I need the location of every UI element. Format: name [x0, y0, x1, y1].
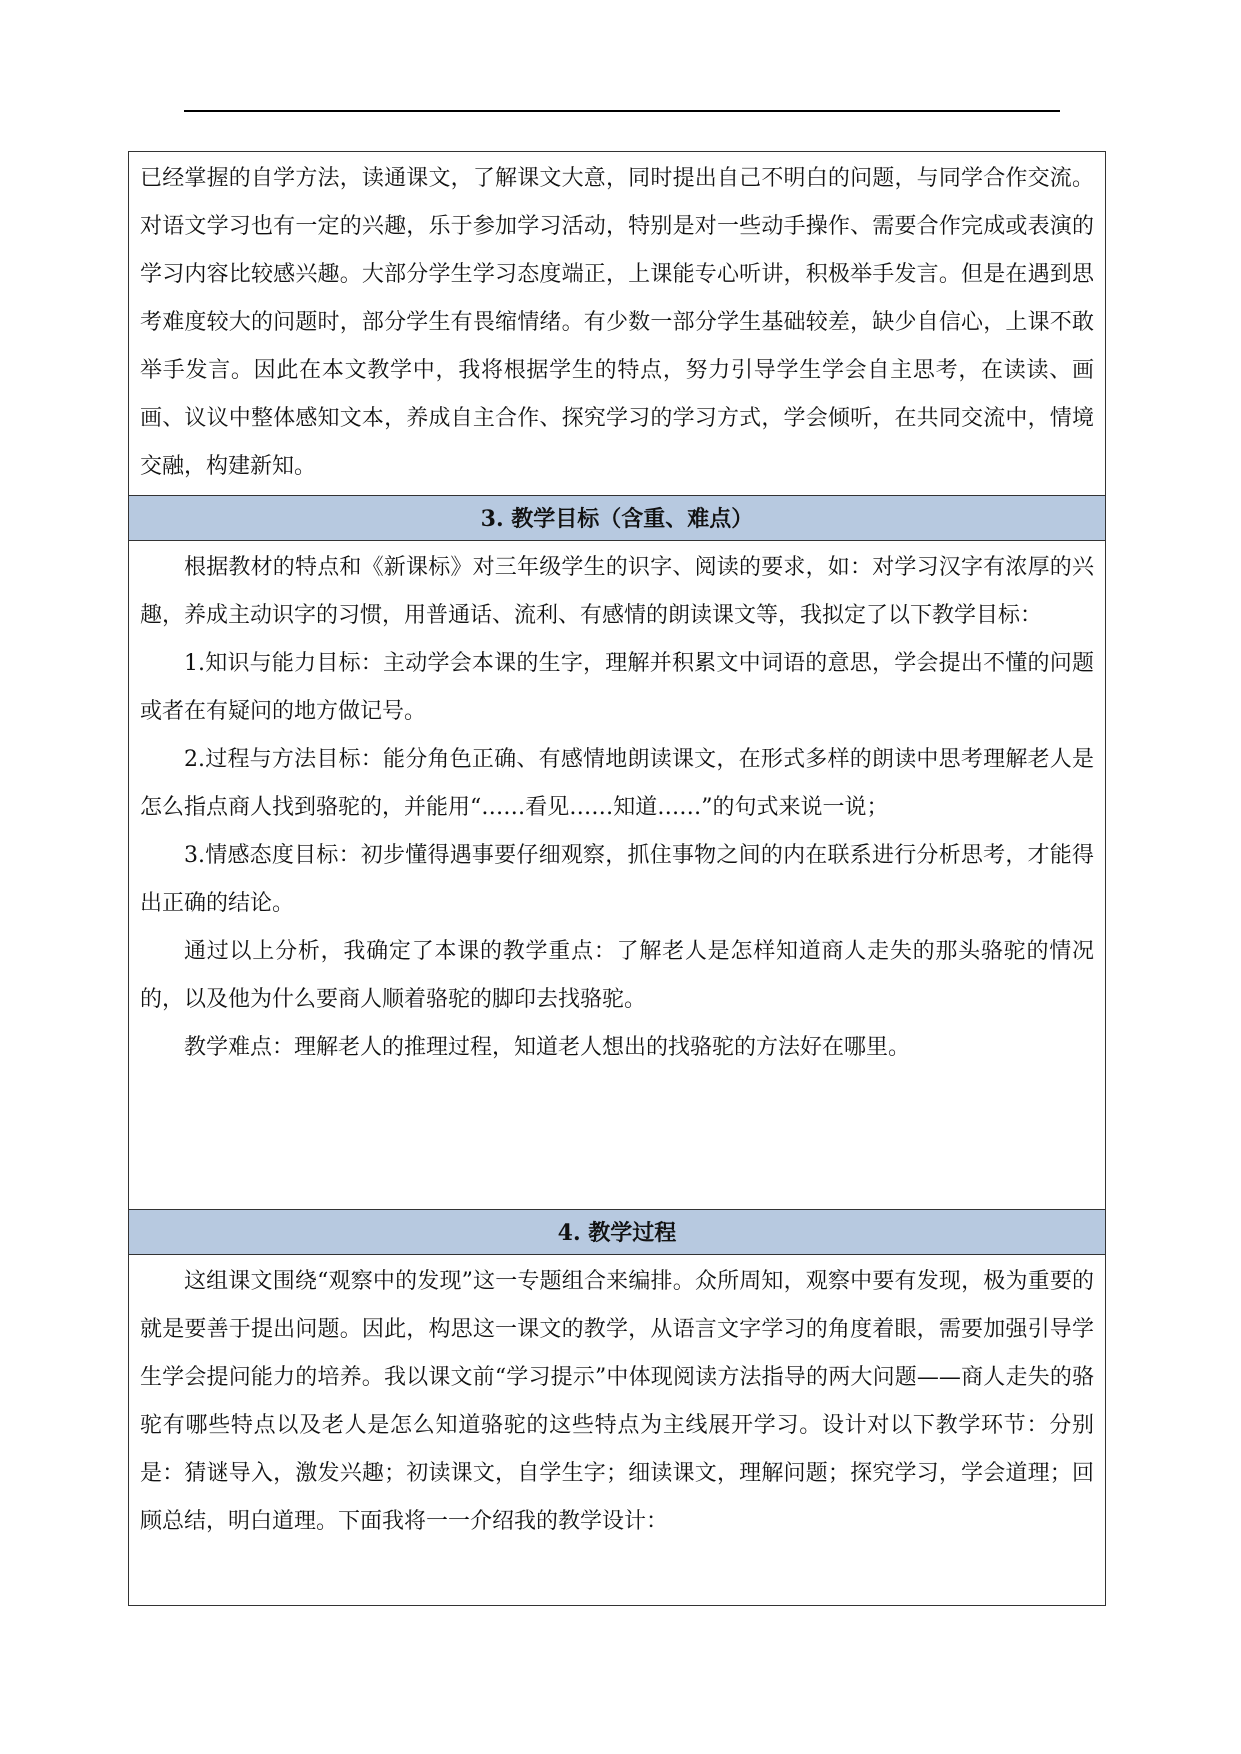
analysis-paragraph: 已经掌握的自学方法，读通课文，了解课文大意，同时提出自己不明白的问题，与同学合作交流。对语文学习也有一定的兴趣，乐于参加学习活动，特别是对一些动手操作、需要合作完成或表演的学习内容比较感兴趣。大部分学生学习态度端正，上课能专心听讲，积极举手发言。但是在遇到思考难度较大的问题时，部分学生有畏缩情绪。有少数一部分学生基础较差，缺少自信心，上课不敢举手发言。因此在本文教学中，我将根据学生的特点，努力引导学生学会自主思考，在读读、画画、议议中整体感知文本，养成自主合作、探究学习的学习方式，学会倾听，在共同交流中，情境交融，构建新知。 [140, 166, 1094, 479]
objective-knowledge-paragraph: 1.知识与能力目标：主动学会本课的生字，理解并积累文中词语的意思，学会提出不懂的问题或者在有疑问的地方做记号。 [140, 651, 1094, 724]
teaching-focus-paragraph: 通过以上分析，我确定了本课的教学重点：了解老人是怎样知道商人走失的那头骆驼的情况的，以及他为什么要商人顺着骆驼的脚印去找骆驼。 [140, 939, 1094, 1012]
teaching-difficulty-paragraph: 教学难点：理解老人的推理过程，知道老人想出的找骆驼的方法好在哪里。 [184, 1035, 911, 1060]
objective-emotion-paragraph: 3.情感态度目标：初步懂得遇事要仔细观察，抓住事物之间的内在联系进行分析思考，才能得出正确的结论。 [140, 843, 1094, 916]
lesson-plan-table [128, 151, 1106, 1606]
student-analysis-cell [129, 152, 1105, 495]
objectives-intro-paragraph: 根据教材的特点和《新课标》对三年级学生的识字、阅读的要求，如：对学习汉字有浓厚的兴趣，养成主动识字的习惯，用普通话、流利、有感情的朗读课文等，我拟定了以下教学目标： [140, 555, 1094, 628]
objective-process-paragraph: 2.过程与方法目标：能分角色正确、有感情地朗读课文，在形式多样的朗读中思考理解老人是怎么指点商人找到骆驼的，并能用“……看见……知道……”的句式来说一说； [140, 747, 1094, 820]
process-heading: 4. 教学过程 [129, 1209, 1105, 1255]
header-rule [184, 110, 1060, 112]
process-paragraph: 这组课文围绕“观察中的发现”这一专题组合来编排。众所周知，观察中要有发现，极为重要的就是要善于提出问题。因此，构思这一课文的教学，从语言文字学习的角度着眼，需要加强引导学生学会提问能力的培养。我以课文前“学习提示”中体现阅读方法指导的两大问题——商人走失的骆驼有哪些特点以及老人是怎么知道骆驼的这些特点为主线展开学习。设计对以下教学环节：分别是：猜谜导入，激发兴趣；初读课文，自学生字；细读课文，理解问题；探究学习，学会道理；回顾总结，明白道理。下面我将一一介绍我的教学设计： [140, 1269, 1094, 1534]
objectives-cell [129, 541, 1105, 1209]
process-cell [129, 1255, 1105, 1605]
objectives-heading: 3. 教学目标（含重、难点） [129, 495, 1105, 541]
